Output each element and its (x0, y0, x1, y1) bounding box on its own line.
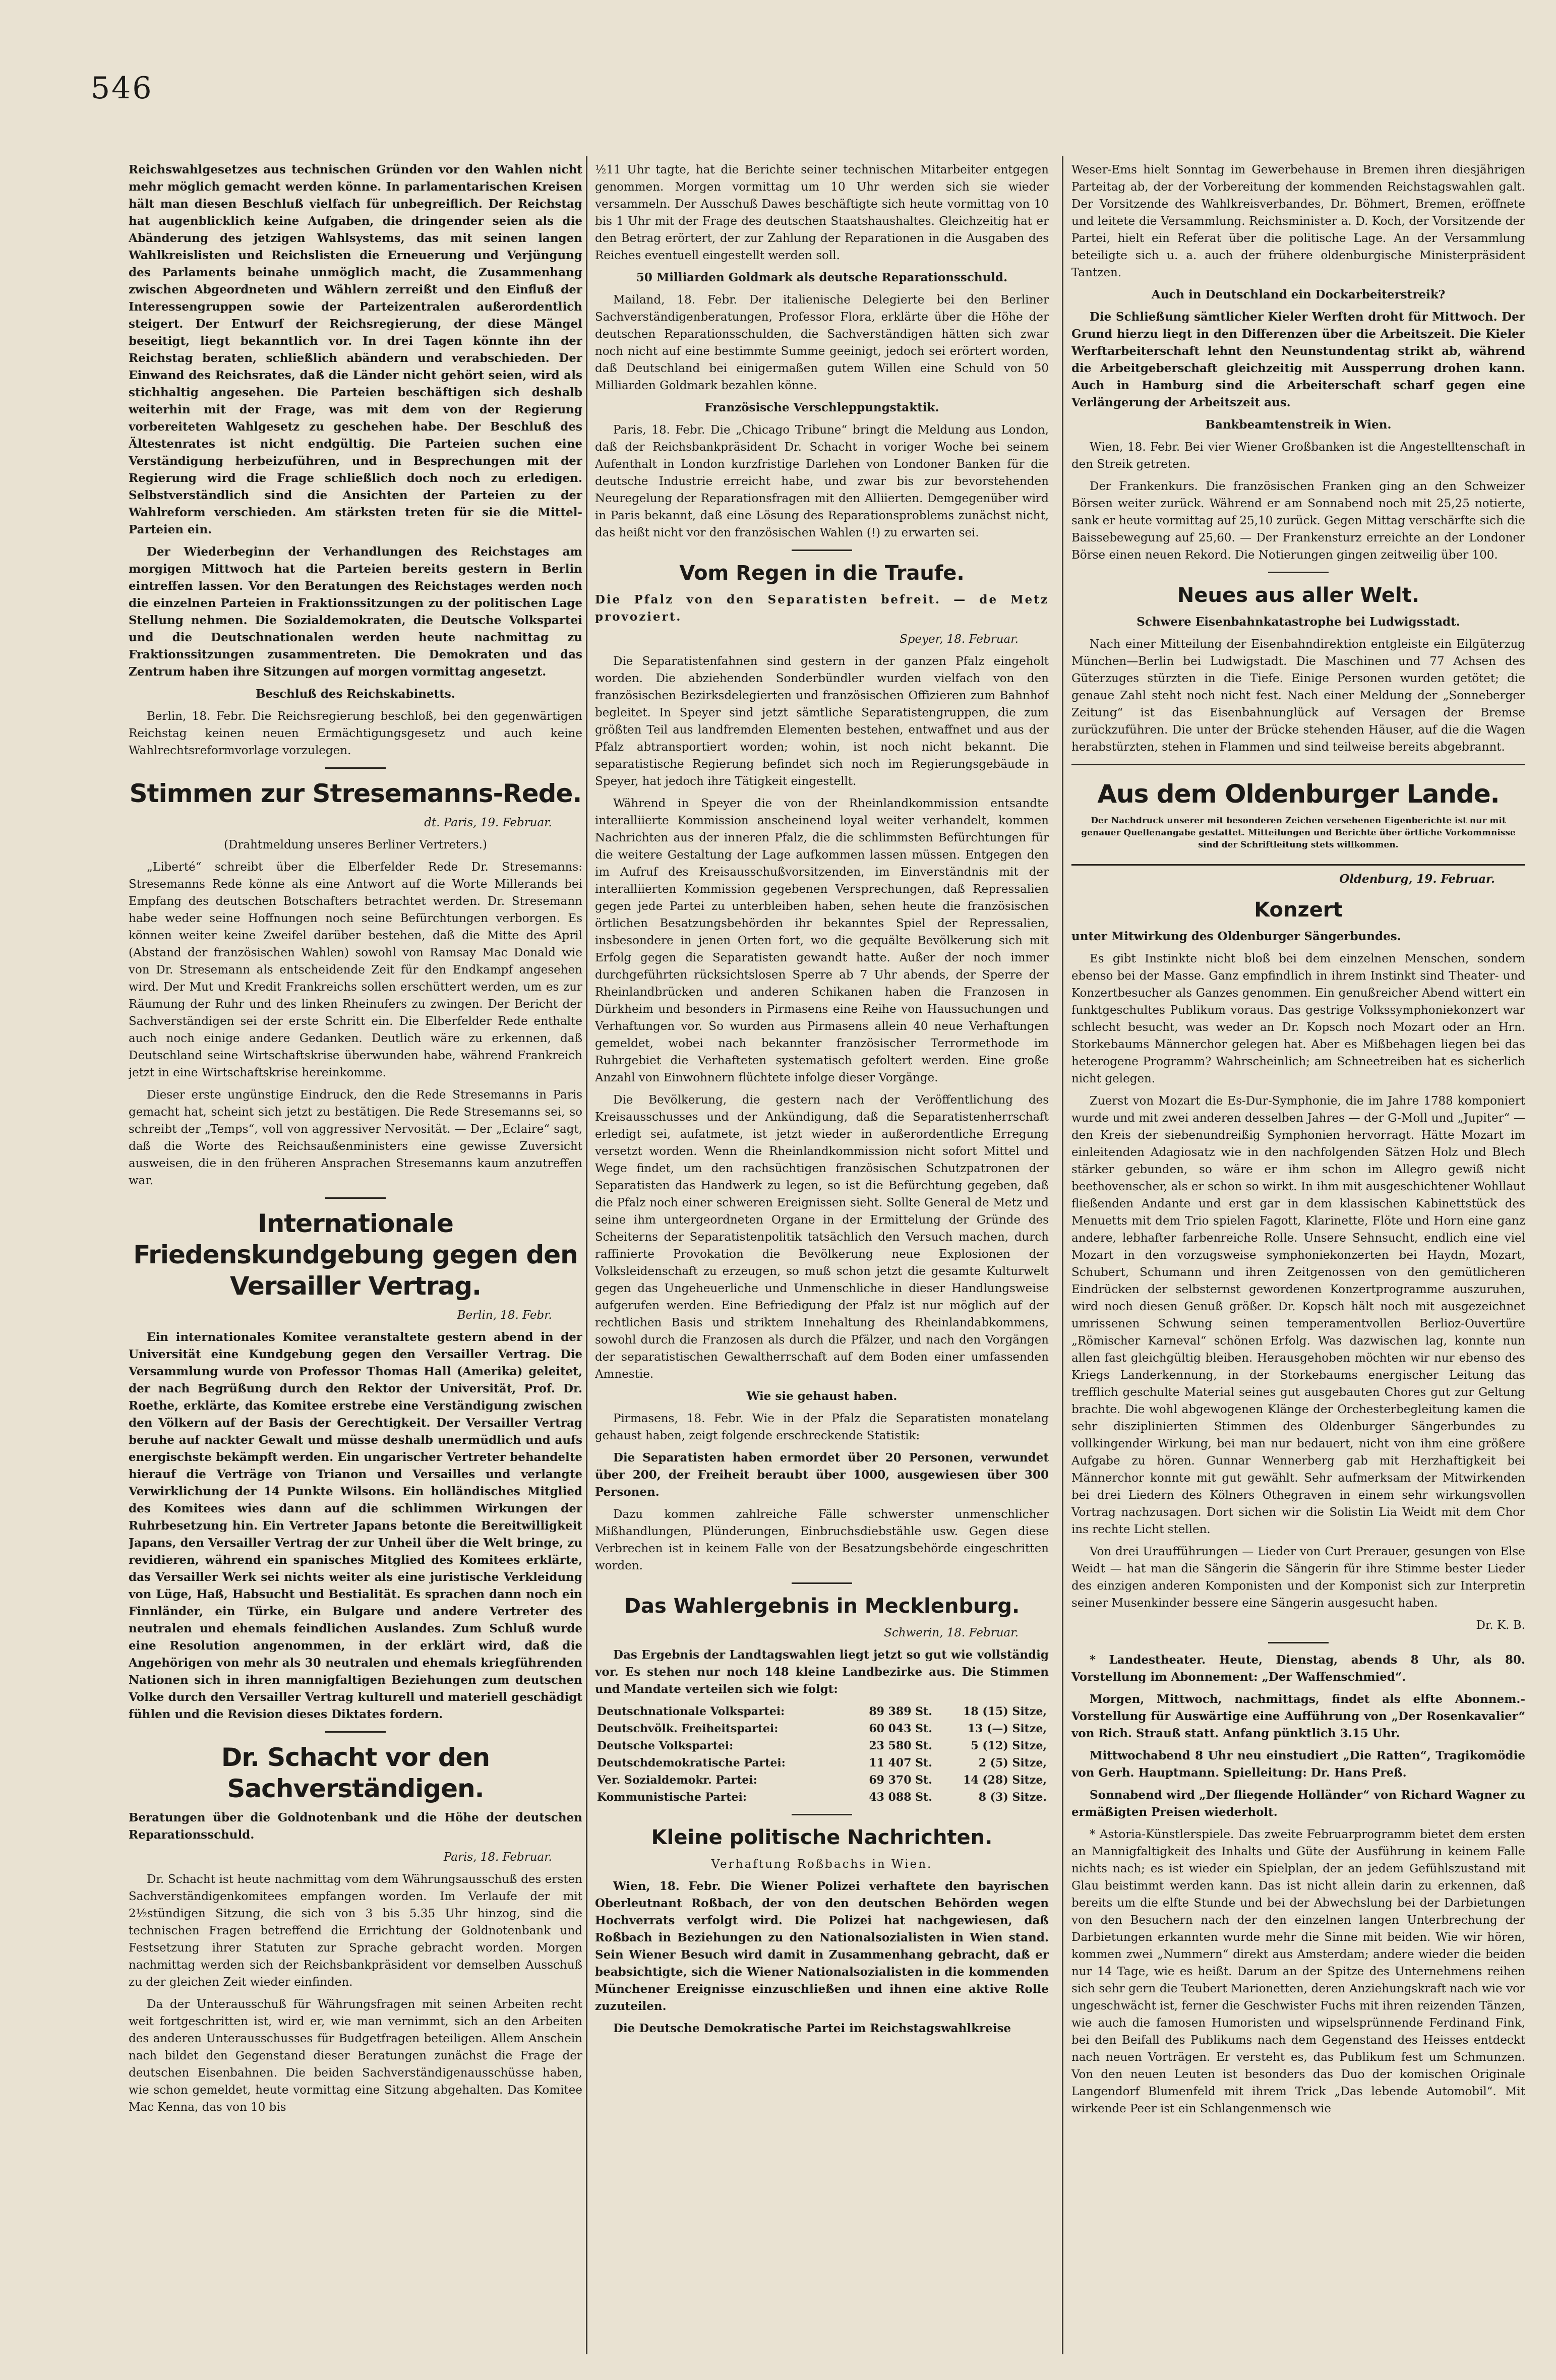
note: (Drahtmeldung unseres Berliner Vertreters.) (224, 838, 487, 851)
section-headline: Aus dem Oldenburger Lande. (1097, 779, 1500, 809)
subheading: 50 Milliarden Goldmark als deutsche Reparationsschuld. (636, 271, 1008, 284)
subheading: Bankbeamtenstreik in Wien. (1205, 418, 1392, 432)
column-rule (1062, 156, 1063, 2354)
party-name: Ver. Sozialdemokr. Partei: (597, 1774, 757, 1787)
article-paragraph: Da der Unterausschuß für Währungsfragen mit seinen Arbeiten recht weit fortgeschritten ist, wird er, wie man vernimmt, sich an den Arbeiten des anderen Unterausschusses für Budgetfragen beteiligen. Allem Anschein nach bildet den Gegenstand dieser Beratungen zunächst die Frage der deutschen Eisenbahnen. Die beiden Sachverständigenausschüsse haben, wie schon gemeldet, heute vormittag eine Sitzung abgehalten. Das Komitee Mac Kenna, das von 10 bis (129, 1998, 582, 2114)
result-row (595, 1772, 1049, 1789)
article-continuation: Reichswahlgesetzes aus technischen Gründen vor den Wahlen nicht mehr möglich gemacht werden könne. In parlamentarischen Kreisen hält man diesen Beschluß vielfach für unbegreiflich. Der Reichstag hat augenblicklich keine Aufgaben, die dringender seien als die Abänderung des jetzigen Wahlsystems, das mit seinen langen Wahlkreislisten und Reichslisten die Erneuerung und Verjüngung des Parlaments beinahe unmöglich macht, die Zusammenhang zwischen Abgeordneten und Wählern zerreißt und den Einfluß der Interessengruppen sowie der Parteizentralen außerordentlich steigert. Der Entwurf der Reichsregierung, der diese Mängel beseitigt, liegt bekanntlich vor. In drei Tagen könnte ihn der Reichstag beraten, schließlich abändern und verabschieden. Der Einwand des Reichsrates, daß die Länder nicht gehört seien, wird als stichhaltig angesehen. Die Parteien beschäftigen sich deshalb weiterhin mit der Frage, was mit dem von der Regierung vorbereiteten Wahlgesetz zu geschehen habe. Der Beschluß des Ältestenrates ist nicht endgültig. Die Parteien suchen eine Verständigung herbeizuführen, und in Besprechungen mit der Regierung wird die Frage schließlich doch noch zu erledigen. Selbstverständlich sind die Ansichten der Parteien zu der Wahlreform verschieden. Am stärksten treten für sie die Mittel-Parteien ein. (129, 163, 582, 536)
vote-count: 69 370 St. (869, 1774, 932, 1787)
vote-count: 60 043 St. (869, 1722, 932, 1735)
column-1 (129, 161, 582, 2349)
result-row (595, 1789, 1049, 1806)
dateline: Paris, 18. Februar. (443, 1851, 552, 1864)
vote-count: 89 389 St. (869, 1705, 932, 1718)
article-paragraph: Die Separatistenfahnen sind gestern in der ganzen Pfalz eingeholt worden. Die abziehenden Sonderbündler wurden vielfach von den französischen Bezirksdelegierten und französischen Offizieren zum Bahnhof begleitet. In Speyer sind jetzt sämtliche Separatistengruppen, die zum größten Teil aus landfremden Elementen bestehen, entwaffnet und aus der Pfalz abtransportiert worden; wohin, ist noch nicht bekannt. Die separatistische Regierung befindet sich noch im Regierungsgebäude in Speyer, hat jedoch ihre Tätigkeit eingestellt. (595, 655, 1049, 788)
separator (1268, 572, 1329, 573)
column-2 (595, 161, 1049, 2349)
party-name: Deutsche Volkspartei: (597, 1739, 734, 1752)
article-paragraph: Ein internationales Komitee veranstaltete gestern abend in der Universität eine Kundgebung gegen den Versailler Vertrag. Die Versammlung wurde von Professor Thomas Hall (Amerika) geleitet, der nach Begrüßung durch den Rektor der Universität, Prof. Dr. Roethe, erklärte, das Komitee erstrebe eine Verständigung zwischen den Völkern auf der Basis der Gerechtigkeit. Der Versailler Vertrag beruhe auf nackter Gewalt und müsse deshalb unermüdlich und aufs energischste bekämpft werden. Ein ungarischer Vertreter behandelte hierauf die Verträge von Trianon und Versailles und verlangte Verwirklichung der 14 Punkte Wilsons. Ein holländisches Mitglied des Komitees wies dann auf die schlimmen Wirkungen der Ruhrbesetzung hin. Ein Vertreter Japans betonte die Bereitwilligkeit Japans, den Versailler Vertrag der zur Unheil über die Welt bringe, zu revidieren, während ein spanisches Mitglied des Komitees erklärte, das Versailler Werk sei nichts weiter als eine juristische Verkleidung von Lüge, Haß, Habsucht und Bestialität. Es sprachen dann noch ein Finnländer, ein Türke, ein Bulgare und andere Vertreter des neutralen und ehemals feindlichen Auslandes. Zum Schluß wurde eine Resolution angenommen, in der erklärt wird, daß die Angehörigen von mehr als 30 neutralen und ehemals kriegführenden Nationen sich in ihren mannigfaltigen Beziehungen zum deutschen Volke durch den Versailler Vertrag kulturell und materiell geschädigt fühlen und die Revision dieses Diktates fordern. (129, 1330, 582, 1721)
article-paragraph: Dazu kommen zahlreiche Fälle schwerster unmenschlicher Mißhandlungen, Plünderungen, Einbruchsdiebstähle usw. Gegen diese Verbrechen ist in keinem Falle von der Besatzungsbehörde eingeschritten worden. (595, 1508, 1049, 1572)
headline: Internationale Friedenskundgebung gegen den Versailler Vertrag. (133, 1209, 578, 1301)
vote-count: 11 407 St. (869, 1756, 932, 1769)
separator (1268, 1642, 1329, 1643)
dateline: Speyer, 18. Februar. (899, 633, 1019, 646)
article-paragraph: Nach einer Mitteilung der Eisenbahndirektion entgleiste ein Eilgüterzug München—Berlin bei Ludwigstadt. Die Maschinen und 77 Achsen des Güterzuges stürzten in die Tiefe. Einige Personen wurden getötet; die genaue Zahl steht noch nicht fest. Nach einer Meldung der „Sonneberger Zeitung“ ist das Eisenbahnunglück auf Versagen der Bremse zurückzuführen. Die unter der Brücke stehenden Häuser, auf die die Wagen herabstürzten, stehen in Flammen und sind teilweise bereits abgebrannt. (1071, 638, 1525, 754)
separator (325, 1731, 386, 1733)
reprint-notice: Der Nachdruck unserer mit besonderen Zeichen versehenen Eigenberichte ist nur mit genauer Quellenangabe gestattet. Mitteilungen und Berichte über örtliche Vorkommnisse sind der Schriftleitung stets willkommen. (1081, 816, 1516, 850)
article-paragraph: Wien, 18. Febr. Die Wiener Polizei verhaftete den bayrischen Oberleutnant Roßbach, der von den deutschen Behörden wegen Hochverrats verfolgt wird. Die Polizei hat nachgewiesen, daß Roßbach in Beziehungen zu den Nationalsozialisten in Wien stand. Sein Wiener Besuch wird damit in Zusammenhang gebracht, daß er beabsichtigte, sich die Wiener Nationalsozialisten in die kommenden Münchener Ereignisse einzuschließen und ihnen eine aktive Rolle zuzuteilen. (595, 1879, 1049, 2013)
theater-notice: Sonnabend wird „Der fliegende Holländer“ von Richard Wagner zu ermäßigten Preisen wiederholt. (1071, 1788, 1525, 1819)
article-paragraph: Die Deutsche Demokratische Partei im Reichstagswahlkreise (613, 2022, 1011, 2035)
article-paragraph: Pirmasens, 18. Febr. Wie in der Pfalz die Separatisten monatelang gehaust haben, zeigt folgende erschreckende Statistik: (595, 1412, 1049, 1442)
article-paragraph: Die Bevölkerung, die gestern nach der Veröffentlichung des Kreisausschusses und der Ankündigung, daß die Separatistenherrschaft erledigt sei, aufatmete, ist jetzt wieder in außerordentliche Erregung versetzt worden. Wenn die Rheinlandkommission nicht sofort Mittel und Wege findet, um den rachsüchtigen französischen Schutzpatronen der Separatisten das Handwerk zu legen, so ist die Befürchtung gegeben, daß die Pfalz noch einer schweren Ereignissen sieht. Sollte General de Metz und seine ihm untergeordneten Organe in der Ermittelung der Gründe des Scheiterns der Separatistenpolitik tatsächlich den Versuch machen, durch raffinierte Provokation die Bevölkerung neue Explosionen der Volksleidenschaft zu erzeugen, so muß schon jetzt die gesamte Kulturwelt gegen das Ungeheuerliche und Unmenschliche in dieser Handlungsweise aufgerufen werden. Eine Befriedigung der Pfalz ist nur möglich auf der rechtlichen Basis und striktem Innehaltung des Rheinlandabkommens, sowohl durch die Franzosen als durch die Pfälzer, und nach den Vorgängen der separatistischen Gewaltherrschaft auf dem Boden einer umfassenden Amnestie. (595, 1093, 1049, 1381)
article-paragraph: Es gibt Instinkte nicht bloß bei dem einzelnen Menschen, sondern ebenso bei der Masse. Ganz empfindlich in ihrem Instinkt sind Theater- und Konzertbesucher als Ganzes genommen. Ein genußreicher Abend wittert ein funktgeschultes Publikum voraus. Das gestrige Volkssymphoniekonzert war schlecht besucht, was weder an Dr. Kopsch noch Mozart oder an Hrn. Storkebaums Männerchor gelegen hat. Aber es Mißbehagen liegen bei das heterogene Programm? Wahrscheinlich; am Schneetreiben hat es sicherlich nicht gelegen. (1071, 952, 1525, 1085)
article-paragraph: Der Wiederbeginn der Verhandlungen des Reichstages am morgigen Mittwoch hat die Parteien bereits gestern in Berlin eintreffen lassen. Vor den Beratungen des Reichstages werden noch die einzelnen Parteien in Fraktionssitzungen zu der politischen Lage Stellung nehmen. Die Sozialdemokraten, die Deutsche Volkspartei und die Deutschnationalen werden heute nachmittag zu Fraktionssitzungen zusammentreten. Die Demokraten und das Zentrum haben ihre Sitzungen auf morgen vormittag angesetzt. (129, 545, 582, 679)
theater-notice: Morgen, Mittwoch, nachmittags, findet als elfte Abonnem.-Vorstellung für Auswärtige eine Aufführung von „Der Rosenkavalier“ von Rich. Strauß statt. Anfang pünktlich 3.15 Uhr. (1071, 1692, 1525, 1740)
article-paragraph: Dr. Schacht ist heute nachmittag vom dem Währungsausschuß des ersten Sachverständigenkomitees empfangen worden. Im Verlaufe der mit 2½stündigen Sitzung, die sich von 3 bis 5.35 Uhr hinzog, sind die technischen Fragen betreffend die Errichtung der Goldnotenbank und Festsetzung ihrer Statuten zur Sprache gebracht worden. Morgen nachmittag werden sich der Reichsbankpräsident vor demselben Ausschuß zu der gleichen Zeit wieder einfinden. (129, 1873, 582, 1989)
subheading: unter Mitwirkung des Oldenburger Sängerbundes. (1071, 930, 1401, 943)
article-paragraph: Wien, 18. Febr. Bei vier Wiener Großbanken ist die Angestelltenschaft in den Streik getreten. (1071, 441, 1525, 471)
election-results-table (595, 1703, 1049, 1806)
dateline: dt. Paris, 19. Februar. (424, 816, 552, 829)
article-paragraph: Dieser erste ungünstige Eindruck, den die Rede Stresemanns in Paris gemacht hat, scheint sich jetzt zu bestätigen. Die Rede Stresemanns sei, so schreibt der „Temps“, voll von aggressiver Nervosität. — Der „Eclaire“ sagt, daß die Worte des Reichsaußenministers eine gewisse Zuversicht ausweisen, die in den früheren Ansprachen Stresemanns kaum anzutreffen war. (129, 1088, 582, 1187)
section-banner (1071, 764, 1525, 866)
result-row (595, 1703, 1049, 1720)
subheading: Beratungen über die Goldnotenbank und die Höhe der deutschen Reparationsschuld. (129, 1811, 582, 1842)
theater-notice: Mittwochabend 8 Uhr neu einstudiert „Die Ratten“, Tragikomödie von Gerh. Hauptmann. Spielleitung: Dr. Hans Preß. (1071, 1749, 1525, 1780)
article-paragraph: „Liberté“ schreibt über die Elberfelder Rede Dr. Stresemanns: Stresemanns Rede könne als eine Antwort auf die Worte Millerands bei Empfang des deutschen Botschafters betrachtet werden. Dr. Stresemann habe weder seine Hoffnungen noch seine Befürchtungen verborgen. Es können weiter keine Zweifel darüber bestehen, daß die Mitte des April (Abstand der französischen Wahlen) sowohl von Ramsay Mac Donald wie von Dr. Stresemann als entscheidende Zeit für den Endkampf angesehen wird. Der Mut und Kredit Frankreichs sollen erschüttert werden, um es zur Räumung der Ruhr und des linken Rheinufers zu zwingen. Der Bericht der Sachverständigen sei der erste Schritt ein. Die Elberfelder Rede enthalte auch noch einige andere Gedanken. Deutlich wäre zu erkennen, daß Deutschland seine Wirtschaftskrise überwunden habe, während Frankreich jetzt in eine Wirtschaftskrise hereinkomme. (129, 861, 582, 1079)
dateline: Oldenburg, 19. Februar. (1339, 872, 1495, 886)
article-paragraph: Das Ergebnis der Landtagswahlen liegt jetzt so gut wie vollständig vor. Es stehen nur noch 148 kleine Landbezirke aus. Die Stimmen und Mandate verteilen sich wie folgt: (595, 1648, 1049, 1696)
column-rule (586, 156, 587, 2354)
party-name: Deutschdemokratische Partei: (597, 1756, 786, 1769)
article-continuation: ½11 Uhr tagte, hat die Berichte seiner technischen Mitarbeiter entgegen genommen. Morgen vormittag um 10 Uhr werden sich sie wieder versammeln. Der Ausschuß Dawes beschäftigte sich heute vormittag von 10 bis 1 Uhr mit der Frage des deutschen Staatshaushaltes. Gleichzeitig hat er den Betrag erörtert, der zur Zahlung der Reparationen in die Ausgaben des Reiches eventuell eingestellt werden soll. (595, 163, 1049, 262)
theater-notice: * Landestheater. Heute, Dienstag, abends 8 Uhr, als 80. Vorstellung im Abonnement: „Der Waffenschmied“. (1071, 1653, 1525, 1684)
subheading: Die Pfalz von den Separatisten befreit. — de Metz provoziert. (595, 593, 1049, 624)
headline: Kleine politische Nachrichten. (651, 1826, 993, 1849)
subheading: Verhaftung Roßbachs in Wien. (711, 1858, 933, 1871)
vote-count: 23 580 St. (869, 1739, 932, 1752)
seat-count: 5 (12) Sitze, (971, 1739, 1047, 1752)
article-paragraph: Die Separatisten haben ermordet über 20 Personen, verwundet über 200, der Freiheit beraubt über 1000, ausgewiesen über 300 Personen. (595, 1451, 1049, 1499)
dateline: Schwerin, 18. Februar. (884, 1626, 1019, 1639)
party-name: Kommunistische Partei: (597, 1791, 747, 1804)
seat-count: 14 (28) Sitze, (963, 1774, 1047, 1787)
party-name: Deutschnationale Volkspartei: (597, 1705, 785, 1718)
article-paragraph: Paris, 18. Febr. Die „Chicago Tribune“ bringt die Meldung aus London, daß der Reichsbankpräsident Dr. Schacht in voriger Woche bei seinem Aufenthalt in London kurzfristige Darlehen von Londoner Banken für die deutsche Industrie erreicht habe, und zwar bis zur bevorstehenden Neuregelung der Reparationsfragen mit den Alliierten. Demgegenüber wird in Paris bekannt, daß eine Lösung des Reparationsproblems zunächst nicht, das heißt nicht vor den französischen Wahlen (!) zu erwarten sei. (595, 423, 1049, 539)
headline: Das Wahlergebnis in Mecklenburg. (624, 1595, 1020, 1618)
headline: Konzert (1254, 898, 1343, 922)
article-paragraph: Von drei Uraufführungen — Lieder von Curt Prerauer, gesungen von Else Weidt — hat man die Sängerin die Sängerin für ihre Stimme bester Lieder des einzigen anderen Komponisten und der Komponist sich zur Interpretin seiner Musenkinder bessere eine Sängerin ausgesucht haben. (1071, 1545, 1525, 1610)
party-name: Deutschvölk. Freiheitspartei: (597, 1722, 779, 1735)
result-row (595, 1754, 1049, 1772)
result-row (595, 1720, 1049, 1737)
headline: Dr. Schacht vor den Sachverständigen. (221, 1743, 490, 1803)
separator (792, 1582, 852, 1584)
separator (792, 550, 852, 551)
newspaper-page (20, 10, 1536, 2369)
headline: Neues aus aller Welt. (1177, 584, 1420, 607)
article-paragraph: * Astoria-Künstlerspiele. Das zweite Februarprogramm bietet dem ersten an Mannigfaltigkeit des Inhalts und Güte der Ausführung in keinem Falle nichts nach; es ist wieder ein Spielplan, der an jedem Gefühlszustand mit Glau beistimmt werden kann. Das ist nicht allein darin zu erkennen, daß bereits um die elfte Stunde und bei der Abwechslung bei der Darbietungen von den Besuchern nach der den einzelnen langen Unterbrechung der Darbietungen erkannten wurde mehr die Sinne mit beiden. Wie wir hören, kommen zwei „Nummern“ direkt aus Amsterdam; andere wieder die beiden nur 14 Tage, wie es heißt. Darum an der Spitze des Unternehmens reihen sich sehr gern die Teubert Marionetten, deren Anziehungskraft nach wie vor ungeschwächt ist, ferner die Geschwister Fuchs mit ihren reizenden Tänzen, wie auch die famosen Humoristen und wipselsprünnende Ferdinand Fink, bei den Beifall des Publikums nach dem Gegenstand des Heisses entdeckt nach neuen Vorträgen. Er versteht es, das Publikum fest um Schmunzen. Von den neuen Leuten ist besonders das Duo der komischen Originale Langendorf Blumenfeld mit ihrem Trick „Das lebende Automobil“. Mit wirkende Peer ist ein Schlangenmensch wie (1071, 1828, 1525, 2115)
seat-count: 18 (15) Sitze, (963, 1705, 1047, 1718)
column-3 (1071, 161, 1525, 2349)
seat-count: 8 (3) Sitze. (978, 1791, 1047, 1804)
separator (325, 767, 386, 769)
seat-count: 13 (—) Sitze, (967, 1722, 1047, 1735)
article-paragraph: Während in Speyer die von der Rheinlandkommission entsandte interalliierte Kommission anscheinend loyal weiter verhandelt, kommen Nachrichten aus der inneren Pfalz, die die schlimmsten Befürchtungen für die weitere Gestaltung der Lage aufkommen lassen müssen. Entgegen den im Aufruf des Kreisausschußvorsitzenden, im Einverständnis mit der interalliierten Kommission gegebenen Versprechungen, daß Repressalien gegen jede Partei zu unterbleiben haben, sehen heute die französischen örtlichen Besatzungsbehörden ihr bekanntes Spiel der Repressalien, insbesondere in jenen Orten fort, wo die gequälte Bevölkerung sich mit Erfolg gegen die Separatisten gewandt hatte. Außer der noch immer durchgeführten rücksichtslosen Sperre ab 7 Uhr abends, der Sperre der Rheinlandbrücken und anderen Schikanen haben die Franzosen in Dürkheim und besonders in Pirmasens eine Reihe von Haussuchungen und Verhaftungen vor. So wurden aus Pirmasens allein 40 neue Verhaftungen gemeldet, wobei nach bekannter französischer Terrormethode im Ruhrgebiet die Verhafteten systematisch gefoltert werden. Eine große Anzahl von Einwohnern flüchtete infolge dieser Vorgänge. (595, 797, 1049, 1084)
subheading: Französische Verschleppungstaktik. (704, 401, 939, 414)
article-paragraph: Die Schließung sämtlicher Kieler Werften droht für Mittwoch. Der Grund hierzu liegt in den Differenzen über die Arbeitszeit. Die Kieler Werftarbeiterschaft lehnt den Neunstundentag strikt ab, während die Arbeitgeberschaft gleichzeitig mit Aussperrung drohen kann. Auch in Hamburg sind die Arbeiterschaft scharf gegen eine Verlängerung der Arbeitszeit aus. (1071, 310, 1525, 409)
vote-count: 43 088 St. (869, 1791, 932, 1804)
page-number: 546 (91, 71, 153, 106)
headline: Vom Regen in die Traufe. (679, 562, 965, 585)
article-paragraph: Mailand, 18. Febr. Der italienische Delegierte bei den Berliner Sachverständigenberatungen, Professor Flora, erklärte über die Höhe der deutschen Reparationsschulden, die Sachverständigen hätten sich zwar noch nicht auf eine bestimmte Summe geeinigt, jedoch sei erörtert worden, daß Deutschland bei einigermaßen gutem Willen eine Schuld von 50 Milliarden Goldmark bezahlen könne. (595, 293, 1049, 392)
subheading: Auch in Deutschland ein Dockarbeiterstreik? (1151, 288, 1446, 301)
headline: Stimmen zur Stresemanns-Rede. (129, 779, 582, 808)
dateline: Berlin, 18. Febr. (457, 1309, 552, 1322)
subheading: Beschluß des Reichskabinetts. (256, 687, 455, 701)
seat-count: 2 (5) Sitze, (978, 1756, 1047, 1769)
subheading: Wie sie gehaust haben. (746, 1389, 897, 1403)
article-paragraph: Der Frankenkurs. Die französischen Franken ging an den Schweizer Börsen weiter zurück. Während er am Sonnabend noch mit 25,25 notierte, sank er heute vormittag auf 25,10 zurück. Gegen Mittag verschärfte sich die Baissebewegung auf 25,60. — Der Frankensturz erreichte an der Londoner Börse einen neuen Rekord. Die Notierungen gingen zeitweilig über 100. (1071, 480, 1525, 562)
article-paragraph: Zuerst von Mozart die Es-Dur-Symphonie, die im Jahre 1788 komponiert wurde und mit zwei anderen desselben Jahres — der G-Moll und „Jupiter“ — den Kreis der siebenundreißig Symphonien hervorragt. Hätte Mozart im einleitenden Adagiosatz wie in den nachfolgenden Sätzen Holz und Blech stärker gebunden, so wäre er ihm schon im Allegro gewiß nicht beethovenscher, als er schon so wirkt. In ihm mit ausgeschichtener Wohllaut fließenden Andante und erst gar in dem klassischen Kabinettstück des Menuetts mit dem Trio spielen Fagott, Klarinette, Flöte und Horn eine ganz andere, lebhafter farbenreiche Rolle. Unsere Sehnsucht, endlich eine viel Mozart in den vorzugsweise symphoniekonzerten bei Haydn, Mozart, Schubert, Schumann und ihren Zeitgenossen von den gemütlicheren Eindrücken der selbsternst gewordenen Konzertprogramme auszuruhen, wird noch diesen Genuß größer. Dr. Kopsch hält noch mit ausgezeichnet umrissenen Schwung seinen temperamentvollen Berlioz-Ouvertüre „Römischer Karneval“ schönen Erfolg. Was dazwischen lag, konnte nun allen fast gleichgültig bleiben. Herausgehoben möchten wir nur ebenso des Kriegs Landerkennung, in der Storkebaums energischer Leitung das trefflich geschulte Material seines gut ausgebauten Chores gut zur Geltung brachte. Die wohl abgewogenen Klänge der Orchesterbegleitung kamen die sehr disziplinierten Stimmen des Oldenburger Sängerbundes zu vollkingender Wirkung, bei man nur bedauert, nicht von ihm eine größere Aufgabe zu hören. Gunnar Wennerberg gab mit Herzhaftigkeit bei Männerchor konnte mit gut gewählt. Sehr aufmerksam der Mitwirkenden bei drei Liedern des Kölners Othegraven in einem sehr wirkungsvollen Vortrag nachzusagen. Dort sichen wir die Solistin Lia Weidt mit dem Chor ins rechte Licht stellen. (1071, 1094, 1525, 1536)
article-continuation: Weser-Ems hielt Sonntag im Gewerbehause in Bremen ihren diesjährigen Parteitag ab, der der Vorbereitung der kommenden Reichstagswahlen galt. Der Vorsitzende des Wahlkreisverbandes, Dr. Böhmert, Bremen, eröffnete und leitete die Versammlung. Reichsminister a. D. Koch, der Vorsitzende der Partei, hielt ein Referat über die politische Lage. An der Versammlung beteiligte sich u. a. auch der frühere oldenburgische Ministerpräsident Tantzen. (1071, 163, 1525, 279)
result-row (595, 1737, 1049, 1754)
article-paragraph: Berlin, 18. Febr. Die Reichsregierung beschloß, bei den gegenwärtigen Reichstag keinen neuen Ermächtigungsgesetz und auch keine Wahlrechtsreformvorlage vorzulegen. (129, 710, 582, 757)
separator (792, 1814, 852, 1815)
separator (325, 1197, 386, 1199)
subheading: Schwere Eisenbahnkatastrophe bei Ludwigsstadt. (1136, 615, 1460, 629)
signature: Dr. K. B. (1476, 1619, 1525, 1632)
